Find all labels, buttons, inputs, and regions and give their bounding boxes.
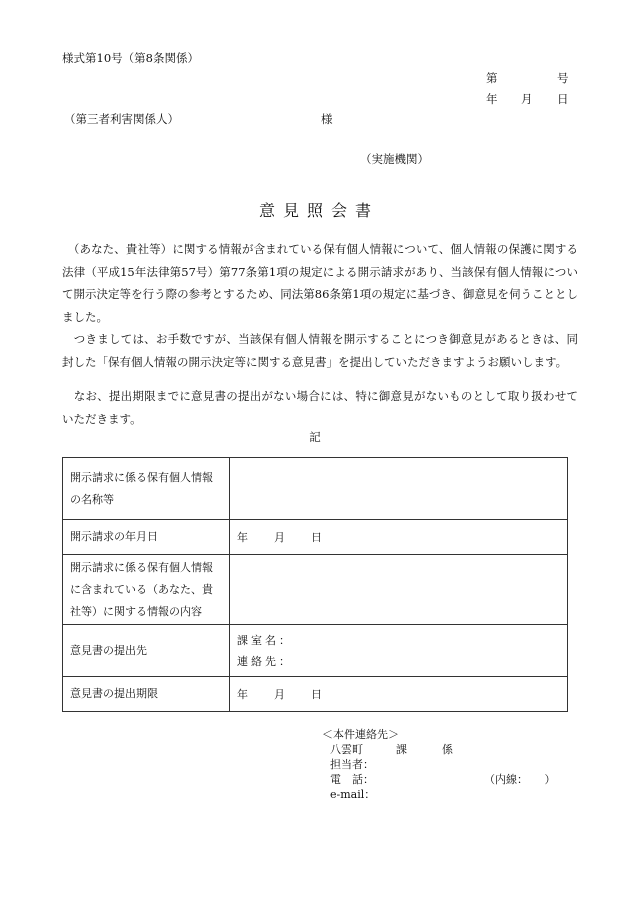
date-month-label: 月 bbox=[521, 92, 533, 106]
contact-heading: ＜本件連絡先＞ bbox=[322, 728, 399, 741]
date-day-label: 日 bbox=[557, 92, 569, 106]
info-content-label: 開示請求に係る保有個人情報に含まれている（あなた、貴社等）に関する情報の内容 bbox=[63, 555, 230, 625]
contact-kakari: 係 bbox=[442, 743, 453, 756]
submission-deadline-value bbox=[230, 677, 568, 712]
document-number-unit: 号 bbox=[557, 71, 569, 85]
contact-phone: 電 話： bbox=[330, 773, 374, 786]
document-title: 意見照会書 bbox=[258, 201, 379, 220]
table-row bbox=[63, 458, 568, 520]
body-paragraph-2-text: つきましては、お手数ですが、当該保有個人情報を開示することにつき御意見があるときは、同封した「保有個人情報の開示決定等に関する意見書」を提出していただきますようお願いします。 bbox=[62, 332, 579, 369]
request-info-name-label: 開示請求に係る保有個人情報の名称等 bbox=[63, 458, 230, 520]
details-table bbox=[62, 457, 568, 712]
contact-town: 八雲町 bbox=[330, 743, 363, 756]
table-row bbox=[63, 625, 568, 677]
addressee: （第三者利害関係人） bbox=[64, 112, 179, 126]
form-number: 様式第10号（第8条関係） bbox=[62, 51, 199, 65]
contact-line: 連絡先： bbox=[237, 654, 293, 668]
honorific: 様 bbox=[321, 112, 333, 126]
table-row bbox=[63, 677, 568, 712]
submission-destination-value bbox=[230, 625, 568, 677]
request-date-month: 月 bbox=[274, 531, 285, 544]
contact-department-row bbox=[322, 742, 453, 757]
submission-destination-label: 意見書の提出先 bbox=[63, 625, 230, 677]
request-date-day: 日 bbox=[311, 531, 322, 544]
body-paragraph-1 bbox=[62, 238, 578, 328]
contact-email: e-mail： bbox=[330, 788, 376, 801]
submission-deadline-label: 意見書の提出期限 bbox=[63, 677, 230, 712]
body-paragraph-2 bbox=[62, 328, 578, 373]
body-paragraph-1-text: （あなた、貴社等）に関する情報が含まれている保有個人情報について、個人情報の保護に関する法律（平成15年法律第57号）第77条第1項の規定による開示請求があり、当該保有個人情報について開示決定等を行う際の参考とするため、同法第86条第1項の規定に基づき、御意見を伺うこととしました。 bbox=[62, 242, 578, 324]
table-row bbox=[63, 520, 568, 555]
table-row bbox=[63, 555, 568, 625]
contact-ka: 課 bbox=[396, 743, 407, 756]
request-date-value bbox=[230, 520, 568, 555]
info-content-value bbox=[230, 555, 568, 625]
deadline-year: 年 bbox=[237, 688, 248, 701]
division-name-line: 課室名： bbox=[237, 633, 293, 647]
contact-phone-row bbox=[322, 772, 556, 787]
contact-extension: （内線： ） bbox=[484, 773, 556, 786]
document-number-label: 第 bbox=[486, 71, 498, 85]
request-date-year: 年 bbox=[237, 531, 248, 544]
body-paragraph-3 bbox=[62, 385, 578, 430]
contact-block bbox=[322, 727, 556, 802]
implementing-agency: （実施機関） bbox=[360, 152, 429, 166]
body-paragraph-3-text: なお、提出期限までに意見書の提出がない場合には、特に御意見がないものとして取り扱わせていただきます。 bbox=[62, 389, 578, 426]
deadline-month: 月 bbox=[274, 688, 285, 701]
date-year-label: 年 bbox=[486, 92, 498, 106]
ki-heading: 記 bbox=[309, 430, 321, 444]
deadline-day: 日 bbox=[311, 688, 322, 701]
contact-person: 担当者： bbox=[330, 758, 374, 771]
request-info-name-value bbox=[230, 458, 568, 520]
request-date-label: 開示請求の年月日 bbox=[63, 520, 230, 555]
